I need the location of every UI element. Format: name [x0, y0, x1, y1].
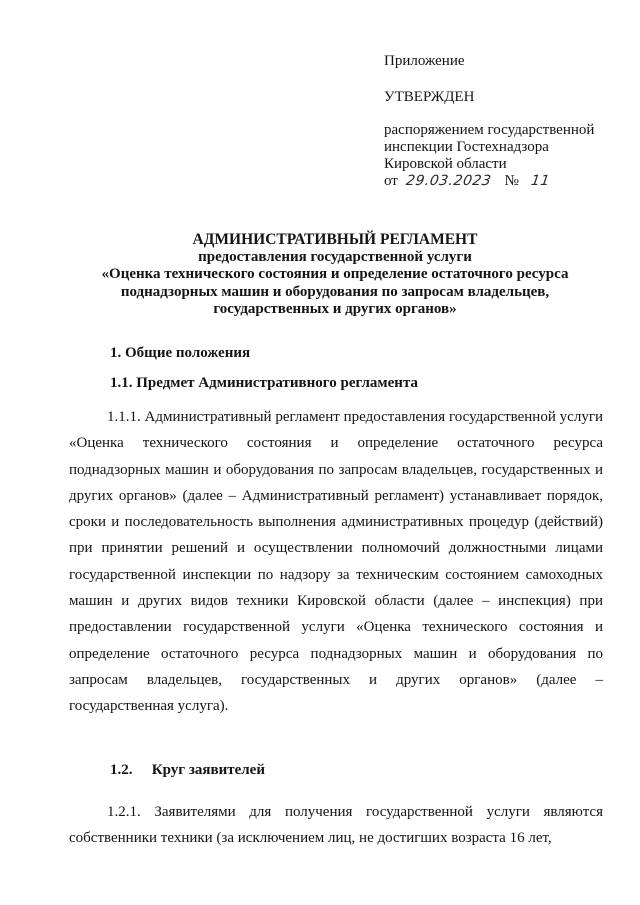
- number-sign: №: [504, 173, 519, 189]
- annex-label: Приложение: [384, 53, 465, 69]
- document-title: [40, 231, 630, 319]
- section-heading-subject: 1.1. Предмет Административного регламента: [110, 375, 419, 391]
- section-number-1-2: 1.2.: [110, 762, 133, 778]
- order-line-3: Кировской области: [384, 156, 507, 172]
- paragraph-1-1-1: 1.1.1. Административный регламент предоставления государственной услуги «Оценка технического состояния и определение остаточного ресурса поднадзорных машин и оборудования по запросам владельцев, государственных и других органов» (далее – Административный регламент) устанавливает порядок, сроки и последовательность выполнения административных процедур (действий) при принятии решений и осуществлении полномочий должностными лицами государственной инспекции по надзору за техническим состоянием самоходных машин и других видов техники Кировской области (далее – инспекция) при предоставлении государственной услуги «Оценка технического состояния и определение остаточного ресурса поднадзорных машин и оборудования по запросам владельцев, государственных и других органов» (далее – государственная услуга).: [69, 409, 603, 715]
- order-date-line: [384, 173, 634, 190]
- from-prefix: от: [384, 173, 398, 189]
- approved-label: УТВЕРЖДЕН: [384, 89, 475, 105]
- title-line-5: государственных и других органов»: [213, 301, 457, 317]
- title-line-2: предоставления государственной услуги: [198, 248, 472, 265]
- title-main: АДМИНИСТРАТИВНЫЙ РЕГЛАМЕНТ: [192, 231, 478, 248]
- section-title-applicants: Круг заявителей: [151, 762, 265, 778]
- handwritten-number: 11: [529, 173, 551, 189]
- section-heading-general: 1. Общие положения: [110, 345, 251, 361]
- section-heading-applicants: [110, 762, 265, 779]
- approval-block: [384, 53, 634, 190]
- order-line-2: инспекции Гостехнадзора: [384, 139, 549, 155]
- title-line-4: поднадзорных машин и оборудования по запросам владельцев,: [120, 283, 550, 300]
- title-line-3: «Оценка технического состояния и определение остаточного ресурса: [101, 266, 569, 282]
- handwritten-date: 29.03.2023: [404, 173, 492, 189]
- paragraph-1-2-1: 1.2.1. Заявителями для получения государственной услуги являются собственники техники (за исключением лиц, не достигших возраста 16 лет,: [69, 804, 603, 847]
- order-line-1: распоряжением государственной: [384, 122, 595, 138]
